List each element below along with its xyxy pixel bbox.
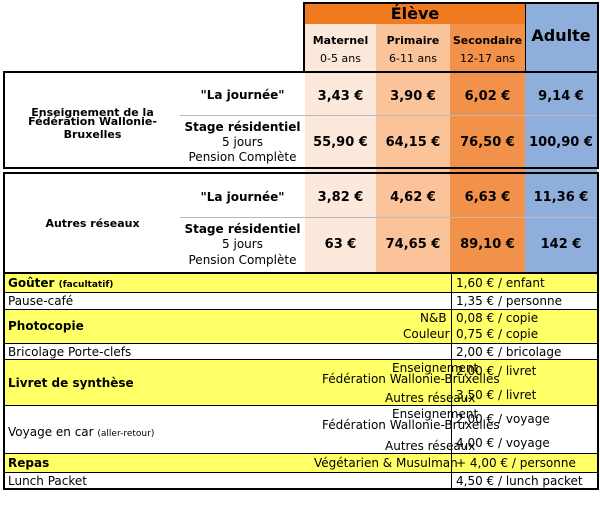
section2-stage-line3: Pension Complète — [188, 253, 297, 267]
s1-stage-maternel: 55,90 € — [313, 134, 368, 150]
pause-label: Pause-café — [8, 294, 74, 308]
voyage-label: Voyage en car (aller-retour) — [8, 425, 155, 439]
livret-sub1b: Fédération Wallonie-Bruxelles — [322, 372, 500, 386]
maternel-header: Maternel — [312, 33, 369, 47]
s1-journee-adulte: 9,14 € — [538, 88, 584, 104]
section1-stage-line3: Pension Complète — [188, 150, 297, 164]
lunch-label: Lunch Packet — [8, 474, 87, 488]
lunch-price: 4,50 € / lunch packet — [456, 474, 583, 488]
adulte-header: Adulte — [531, 25, 591, 45]
s2-stage-maternel: 63 € — [324, 236, 357, 252]
primaire-header: Primaire — [386, 33, 440, 47]
s2-stage-primaire: 74,65 € — [385, 236, 441, 252]
s2-journee-secondaire: 6,63 € — [464, 189, 511, 205]
s2-journee-adulte: 11,36 € — [533, 189, 589, 205]
section2-stage-line2: 5 jours — [222, 237, 263, 251]
section1-label-line1: Enseignement de la — [31, 105, 154, 119]
section1-stage-line2: 5 jours — [222, 135, 263, 149]
primaire-age: 6-11 ans — [389, 51, 437, 65]
photocopie-couleur-price: 0,75 € / copie — [456, 327, 539, 341]
eleve-header: Élève — [305, 3, 525, 24]
repas-price: + 4,00 € / personne — [456, 456, 576, 470]
section2-journee-label: "La journée" — [200, 190, 285, 204]
s1-journee-secondaire: 6,02 € — [464, 88, 511, 104]
bricolage-price: 2,00 € / bricolage — [456, 345, 562, 359]
livret-sub2: Autres réseaux — [385, 391, 476, 405]
section1-journee-label: "La journée" — [200, 88, 285, 102]
s1-stage-primaire: 64,15 € — [385, 134, 441, 150]
pause-price: 1,35 € / personne — [456, 294, 562, 308]
voyage-sub1b: Fédération Wallonie-Bruxelles — [322, 418, 500, 432]
section2-stage-line1: Stage résidentiel — [184, 222, 301, 236]
maternel-age: 0-5 ans — [320, 51, 361, 65]
photocopie-couleur: Couleur — [403, 327, 450, 341]
voyage-sub1a: Enseignement — [392, 407, 479, 421]
secondaire-age: 12-17 ans — [460, 51, 515, 65]
livret-label: Livret de synthèse — [8, 376, 134, 390]
section1-stage-line1: Stage résidentiel — [184, 120, 301, 134]
secondaire-header: Secondaire — [452, 33, 523, 47]
voyage-note: (aller-retour) — [97, 429, 155, 439]
s1-stage-secondaire: 76,50 € — [460, 134, 515, 150]
livret-sub1a: Enseignement — [392, 361, 479, 375]
s2-journee-maternel: 3,82 € — [317, 189, 364, 205]
gouter-price: 1,60 € / enfant — [456, 276, 545, 290]
gouter-label: Goûter (facultatif) — [8, 276, 114, 290]
livret-price2: 3,50 € / livret — [456, 388, 537, 402]
photocopie-nb-price: 0,08 € / copie — [456, 311, 539, 325]
repas-label: Repas — [8, 456, 50, 470]
gouter-note: (facultatif) — [58, 280, 114, 290]
s1-stage-adulte: 100,90 € — [529, 134, 593, 150]
voyage-price1: 2,00 € / voyage — [456, 412, 550, 426]
section2-label: Autres réseaux — [45, 216, 140, 230]
photocopie-nb: N&B — [420, 311, 447, 325]
s2-stage-adulte: 142 € — [540, 236, 582, 252]
s2-journee-primaire: 4,62 € — [390, 189, 436, 205]
voyage-price2: 4,00 € / voyage — [456, 436, 550, 450]
repas-sub: Végétarien & Musulman — [314, 456, 458, 470]
s1-journee-primaire: 3,90 € — [390, 88, 436, 104]
photocopie-label: Photocopie — [8, 319, 84, 333]
s2-stage-secondaire: 89,10 € — [460, 236, 515, 252]
livret-price1: 2,00 € / livret — [456, 364, 537, 378]
bricolage-label: Bricolage Porte-clefs — [8, 345, 132, 359]
voyage-sub2: Autres réseaux — [385, 439, 476, 453]
section1-label-line2: Fédération Wallonie-Bruxelles — [28, 115, 157, 141]
s1-journee-maternel: 3,43 € — [317, 88, 364, 104]
